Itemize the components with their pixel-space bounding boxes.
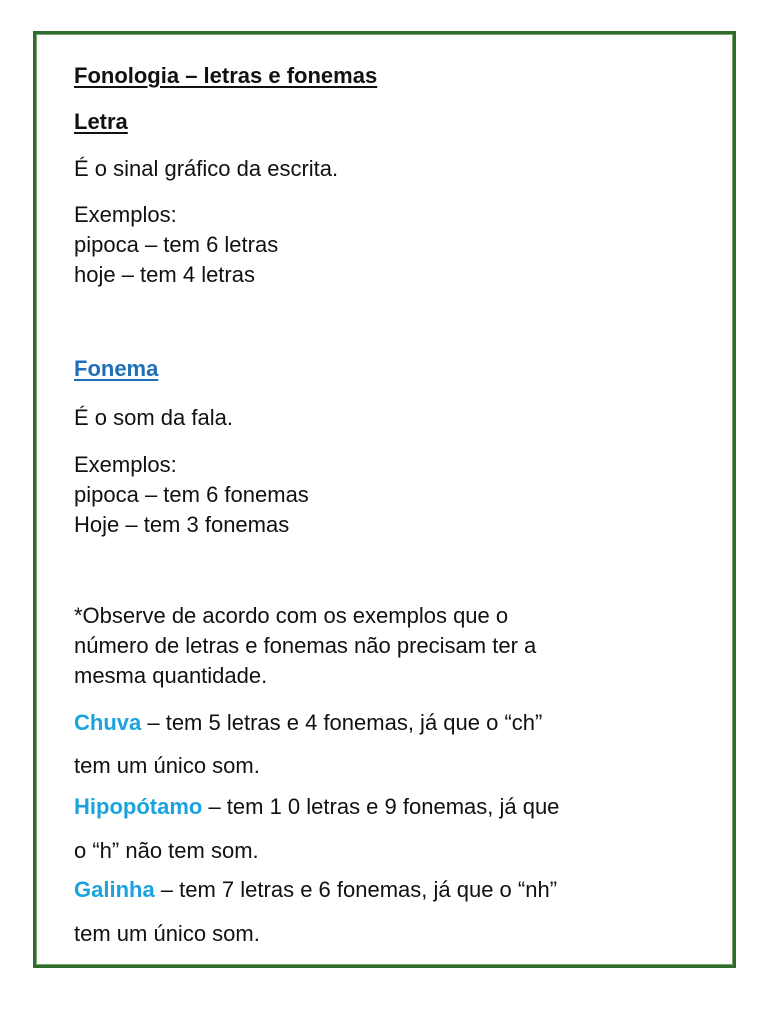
letra-example-1: pipoca – tem 6 letras — [74, 232, 279, 257]
fonema-definition: É o som da fala. — [74, 405, 233, 430]
hipopotamo-description: – tem 1 0 letras e 9 fonemas, já que — [202, 794, 560, 819]
fonema-examples-label: Exemplos: — [74, 452, 177, 477]
hipopotamo-example — [74, 792, 559, 822]
letra-example-2: hoje – tem 4 letras — [74, 262, 255, 287]
document-title: Fonologia – letras e fonemas — [74, 63, 378, 88]
letra-definition: É o sinal gráfico da escrita. — [74, 156, 339, 181]
chuva-description: – tem 5 letras e 4 fonemas, já que o “ch” — [141, 710, 543, 735]
fonema-example-1: pipoca – tem 6 fonemas — [74, 482, 309, 507]
hipopotamo-word: Hipopótamo — [74, 794, 203, 819]
note-line-2: número de letras e fonemas não precisam ter a — [74, 633, 537, 658]
chuva-example — [74, 708, 542, 738]
chuva-example-continuation: tem um único som. — [74, 753, 260, 778]
letra-examples-label: Exemplos: — [74, 202, 177, 227]
galinha-description: – tem 7 letras e 6 fonemas, já que o “nh” — [154, 877, 558, 902]
galinha-word: Galinha — [74, 877, 155, 902]
hipopotamo-example-continuation: o “h” não tem som. — [74, 838, 259, 863]
galinha-example — [74, 875, 557, 905]
note-line-1: *Observe de acordo com os exemplos que o — [74, 603, 509, 628]
fonema-heading: Fonema — [74, 356, 159, 381]
galinha-example-continuation: tem um único som. — [74, 921, 260, 946]
chuva-word: Chuva — [74, 710, 142, 735]
letra-heading: Letra — [74, 109, 128, 134]
fonema-example-2: Hoje – tem 3 fonemas — [74, 512, 290, 537]
note-line-3: mesma quantidade. — [74, 663, 268, 688]
